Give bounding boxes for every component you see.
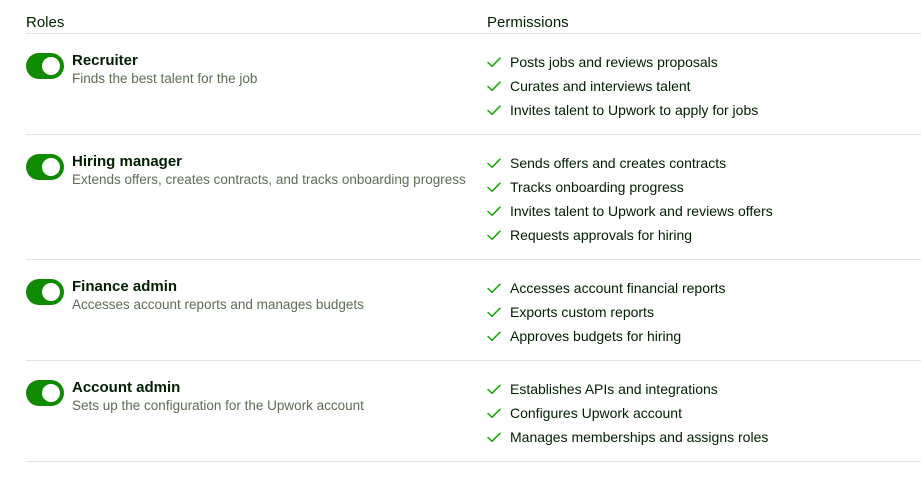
checkmark-icon: [487, 81, 501, 92]
role-description: Accesses account reports and manages budgets: [72, 297, 364, 312]
role-row: [26, 34, 921, 135]
permission-item: [487, 151, 921, 175]
permission-item: [487, 50, 921, 74]
role-name: Recruiter: [72, 52, 138, 69]
role-row: [26, 135, 921, 260]
permission-label: Exports custom reports: [510, 304, 654, 320]
role-toggle-switch[interactable]: [26, 380, 64, 406]
checkmark-icon: [487, 158, 501, 169]
permission-label: Requests approvals for hiring: [510, 227, 693, 243]
checkmark-icon: [487, 57, 501, 68]
permission-item: [487, 324, 921, 348]
role-toggle-switch[interactable]: [26, 279, 64, 305]
permission-item: [487, 300, 921, 324]
permission-label: Invites talent to Upwork to apply for jobs: [510, 102, 759, 118]
table-header: [26, 0, 921, 34]
role-name: Account admin: [72, 379, 181, 396]
permission-list: [487, 377, 921, 449]
checkmark-icon: [487, 307, 501, 318]
permission-list: [487, 276, 921, 348]
checkmark-icon: [487, 283, 501, 294]
permission-item: [487, 377, 921, 401]
permission-list: [487, 151, 921, 247]
checkmark-icon: [487, 432, 501, 443]
permission-label: Invites talent to Upwork and reviews offers: [510, 203, 773, 219]
permission-label: Configures Upwork account: [510, 405, 682, 421]
checkmark-icon: [487, 331, 501, 342]
checkmark-icon: [487, 105, 501, 116]
permission-item: [487, 401, 921, 425]
permissions-cell: [487, 50, 921, 122]
role-cell: [26, 377, 487, 449]
role-cell: [26, 276, 487, 348]
permissions-cell: [487, 377, 921, 449]
checkmark-icon: [487, 182, 501, 193]
role-name: Hiring manager: [72, 153, 183, 170]
permission-label: Approves budgets for hiring: [510, 328, 682, 344]
role-text-block: [72, 151, 466, 189]
toggle-knob-icon: [42, 283, 60, 301]
role-text-block: [72, 377, 364, 415]
permission-label: Curates and interviews talent: [510, 78, 691, 94]
permission-item: [487, 425, 921, 449]
permission-label: Tracks onboarding progress: [510, 179, 684, 195]
permission-item: [487, 199, 921, 223]
role-row: [26, 260, 921, 361]
roles-column-header: Roles: [26, 14, 65, 31]
checkmark-icon: [487, 230, 501, 241]
permissions-column-header: Permissions: [487, 14, 569, 31]
permission-item: [487, 276, 921, 300]
role-cell: [26, 151, 487, 247]
role-toggle-switch[interactable]: [26, 154, 64, 180]
toggle-knob-icon: [42, 158, 60, 176]
toggle-knob-icon: [42, 57, 60, 75]
checkmark-icon: [487, 408, 501, 419]
permission-label: Accesses account financial reports: [510, 280, 726, 296]
role-description: Finds the best talent for the job: [72, 71, 258, 86]
checkmark-icon: [487, 206, 501, 217]
permissions-cell: [487, 151, 921, 247]
permission-label: Establishes APIs and integrations: [510, 381, 718, 397]
role-text-block: [72, 276, 364, 314]
roles-permissions-table: [26, 0, 921, 462]
role-description: Sets up the configuration for the Upwork account: [72, 398, 364, 413]
role-toggle-switch[interactable]: [26, 53, 64, 79]
permission-label: Sends offers and creates contracts: [510, 155, 727, 171]
table-body: [26, 34, 921, 462]
permission-item: [487, 223, 921, 247]
role-text-block: [72, 50, 257, 88]
permission-item: [487, 175, 921, 199]
checkmark-icon: [487, 384, 501, 395]
role-name: Finance admin: [72, 278, 178, 295]
permission-item: [487, 74, 921, 98]
role-description: Extends offers, creates contracts, and tracks onboarding progress: [72, 172, 466, 187]
permission-item: [487, 98, 921, 122]
permission-label: Manages memberships and assigns roles: [510, 429, 769, 445]
permission-label: Posts jobs and reviews proposals: [510, 54, 718, 70]
permissions-cell: [487, 276, 921, 348]
toggle-knob-icon: [42, 384, 60, 402]
role-cell: [26, 50, 487, 122]
permission-list: [487, 50, 921, 122]
role-row: [26, 361, 921, 462]
